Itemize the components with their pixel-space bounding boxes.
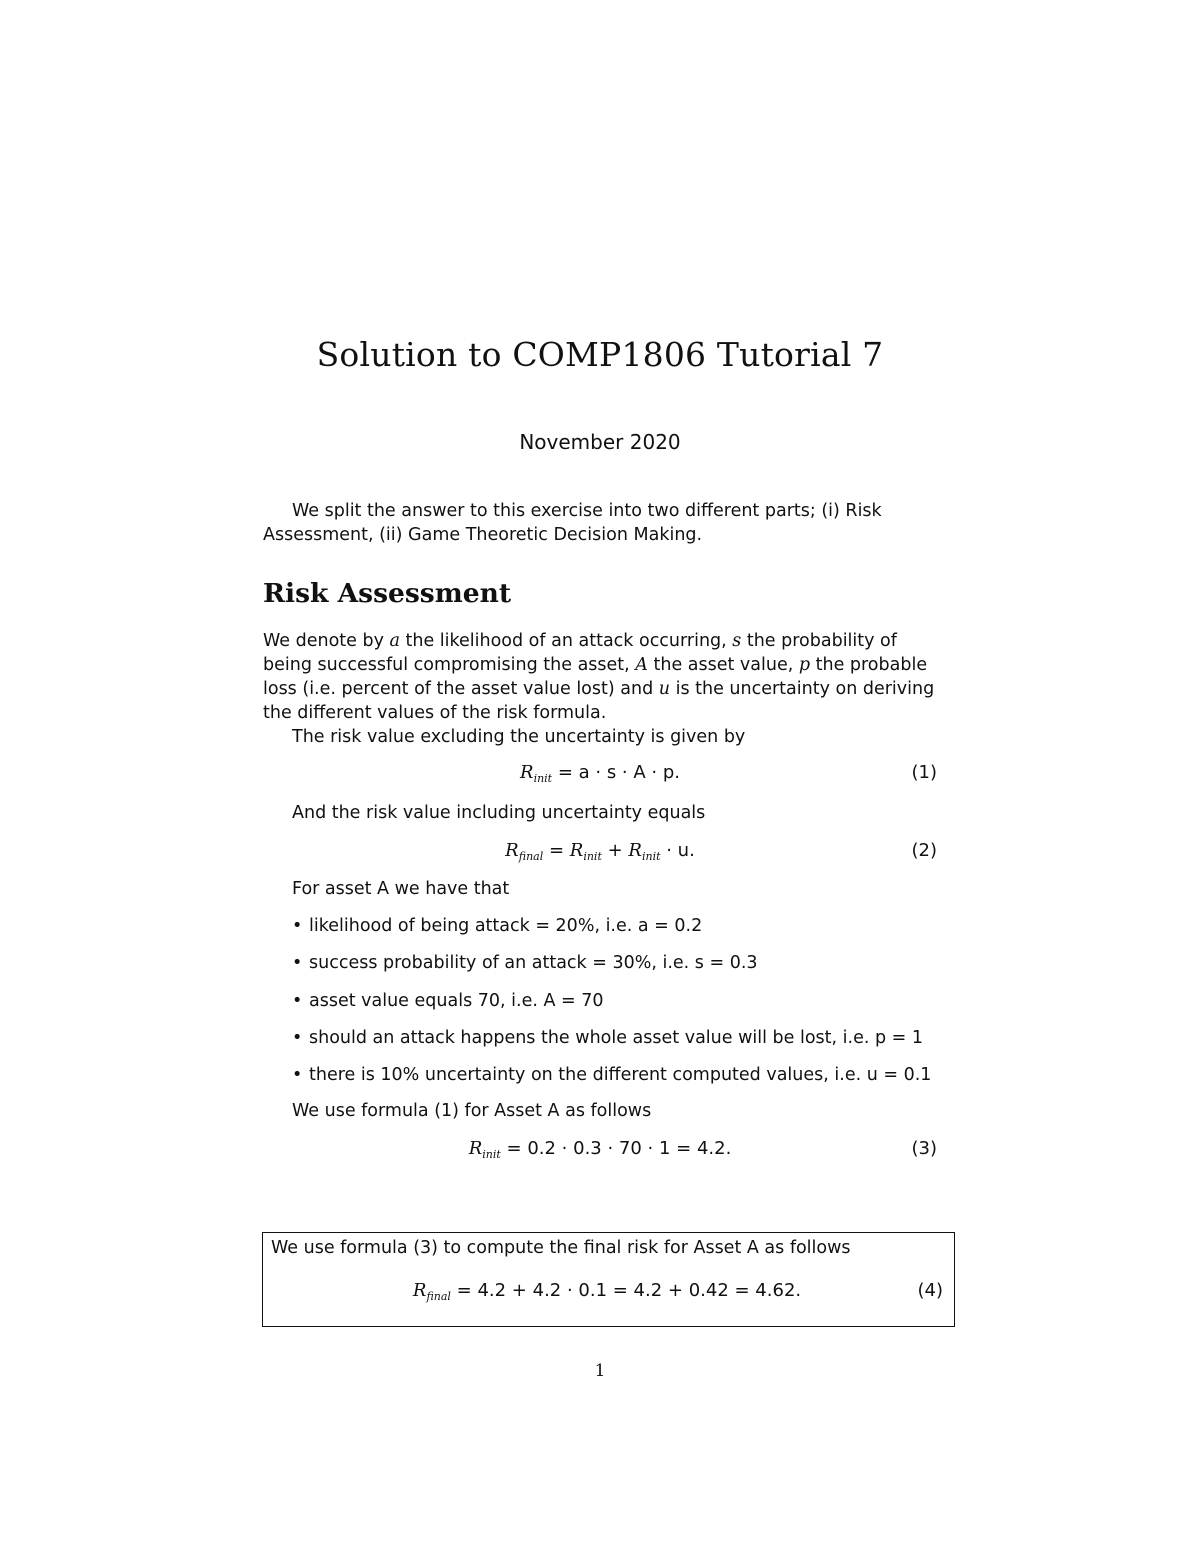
asset-a-list [292, 914, 931, 1100]
list-item: • should an attack happens the whole asset value will be lost, i.e. p = 1 [292, 1027, 923, 1048]
risk-excluding-text: The risk value excluding the uncertainty is given by [292, 727, 746, 747]
equation-4: $R_{final} = 4.2 + 4.2 \cdot 0.1 = 4.2 + 0.42 = 4.62$. (4) [412, 1280, 943, 1303]
intro-paragraph: We split the answer to this exercise into two different parts; (i) Risk Assessment, (ii) Game Theoretic Decision Making. [263, 501, 882, 545]
page-title: Solution to COMP1806 Tutorial 7 [316, 335, 884, 375]
box-text: We use formula (3) to compute the final risk for Asset A as follows [271, 1238, 851, 1258]
equation-2: $R_{final} = R_{init} + R_{init} \cdot u$. (2) [505, 840, 937, 863]
list-item: • asset value equals 70, i.e. A = 70 [292, 990, 604, 1011]
risk-including-text: And the risk value including uncertainty equals [292, 803, 706, 823]
bullet-icon: • [292, 953, 303, 974]
list-item: • likelihood of being attack = 20%, i.e. a = 0.2 [292, 916, 703, 936]
bullet-icon: • [292, 916, 303, 936]
document-date: November 2020 [519, 430, 681, 454]
bullet-icon: • [292, 1065, 303, 1086]
asset-a-text: For asset A we have that [292, 879, 510, 899]
equation-1: $R_{init} = a \cdot s \cdot A \cdot p$. (1) [520, 762, 937, 785]
bullet-icon: • [292, 990, 303, 1011]
equation-number: (2) [911, 840, 937, 861]
equation-number: (1) [911, 762, 937, 783]
page-number: 1 [594, 1361, 606, 1381]
list-item: • there is 10% uncertainty on the different computed values, i.e. u = 0.1 [292, 1065, 932, 1086]
equation-number: (4) [917, 1280, 943, 1301]
list-item: • success probability of an attack = 30%, i.e. s = 0.3 [292, 953, 758, 974]
use-formula-1-text: We use formula (1) for Asset A as follows [292, 1101, 652, 1121]
definitions-paragraph: We denote by a the likelihood of an attack occurring, s the probability of being successful compromising the asset, A the asset value, p the probable loss (i.e. percent of the asset value lost) and u is the uncertainty on deriving the different values of the risk formula. [263, 631, 935, 723]
equation-3: $R_{init} = 0.2 \cdot 0.3 \cdot 70 \cdot 1 = 4.2$. (3) [468, 1138, 937, 1161]
section-heading: Risk Assessment [263, 578, 512, 609]
final-risk-box [262, 1232, 955, 1327]
bullet-icon: • [292, 1027, 303, 1048]
equation-number: (3) [911, 1138, 937, 1159]
